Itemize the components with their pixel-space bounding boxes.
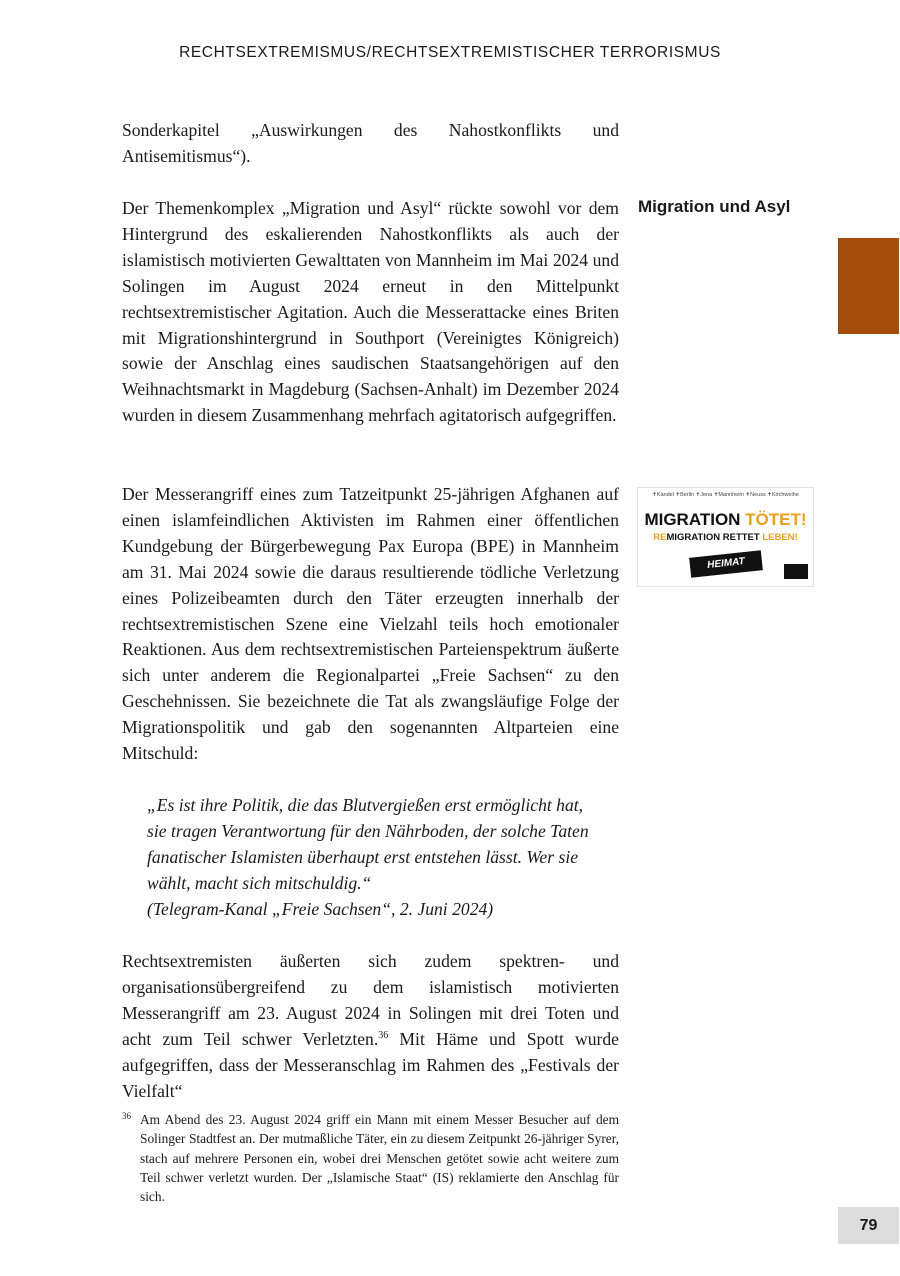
page-number: 79 <box>838 1207 899 1244</box>
paragraph-1: Sonderkapitel „Auswirkungen des Nahostkonflikts und Antisemitismus“). <box>122 120 619 166</box>
quote-line: wählt, macht sich mitschuldig.“ <box>147 872 372 893</box>
quote-line: „Es ist ihre Politik, die das Blutvergießen erst ermöglicht hat, <box>147 795 584 815</box>
margin-heading: Migration und Asyl <box>638 197 791 216</box>
footnote-reference[interactable]: 36 <box>378 1029 389 1041</box>
paragraph-2: Der Themenkomplex „Migration und Asyl“ rückte sowohl vor dem Hintergrund des eskalierenden Nahostkonflikts als auch der islamistisch motivierten Gewalttaten von Mannheim im Mai 2024 und Solingen im August 2024 erneut in den Mittelpunkt rechtsextremistischer Agitation. Auch die Messerattacke eines Briten mit Migrationshintergrund in Southport (Vereinigtes Königreich) sowie der Anschlag eines saudischen Staatsangehörigen auf den Weihnachtsmarkt in Magdeburg (Sachsen-Anhalt) im Dezember 2024 wurden in diesem Zusammenhang mehrfach agitatorisch aufgegriffen. <box>122 198 619 426</box>
running-header: RECHTSEXTREMISMUS/RECHTSEXTREMISTISCHER TERRORISMUS <box>179 44 721 61</box>
footnote-text: Am Abend des 23. August 2024 griff ein Mann mit einem Messer Besucher auf dem Solinger Stadtfest an. Der mutmaßliche Täter, ein zu diesem Zeitpunkt 26-jähriger Syrer, stach auf mehrere Personen ein, wobei drei Menschen getötet sowie acht weitere zum Teil schwer verletzt wurden. Der „Islamische Staat“ (IS) reklamierte den Anschlag für sich. <box>140 1112 619 1205</box>
block-quote <box>147 793 617 923</box>
poster-badge <box>784 564 808 579</box>
quote-source: (Telegram-Kanal „Freie Sachsen“, 2. Juni 2024) <box>147 898 494 919</box>
paragraph-3: Der Messerangriff eines zum Tatzeitpunkt 25-jährigen Afghanen auf einen islamfeindlichen Aktivisten im Rahmen einer öffentlichen Kundgebung der Bürgerbewegung Pax Europa (BPE) in Mannheim am 31. Mai 2024 sowie die daraus resultierende tödliche Verletzung eines Polizeibeamten durch den Täter erzeugten innerhalb der rechtsextremistischen Szene eine Vielzahl teils hoch emotionaler Reaktionen. Aus dem rechtsextremistischen Parteienspektrum äußerte sich unter anderem die Regionalpartei „Freie Sachsen“ zu den Geschehnissen. Sie bezeichnete die Tat als zwangsläufige Folge der Migrationspolitik und gab den sogenannten Altparteien eine Mitschuld: <box>122 484 619 764</box>
body-column-1 <box>122 118 619 170</box>
body-column-3 <box>122 482 619 767</box>
quote-line: sie tragen Verantwortung für den Nährboden, der solche Taten <box>147 820 589 841</box>
quote-line: fanatischer Islamisten überhaupt erst entstehen lässt. Wer sie <box>147 846 579 867</box>
body-column-2 <box>122 196 619 429</box>
body-column-4 <box>122 949 619 1104</box>
poster-image <box>638 488 813 586</box>
paragraph-4-text-a: Rechtsextremisten äußerten sich zudem spektren- und organisationsübergreifend zu dem islamistisch motivierten Messerangriff am 23. August 2024 in Solingen mit drei Toten und acht zum Teil schwer Verletzten. <box>122 951 619 1049</box>
paragraph-4-text-b: Mit Häme und Spott wurde aufgegriffen, dass der Messeranschlag im Rahmen des „Festivals der Vielfalt“ <box>122 1028 619 1101</box>
poster-logo: HEIMAT <box>689 550 763 577</box>
footnote-number: 36 <box>122 1111 131 1121</box>
section-tab <box>838 238 899 334</box>
poster-cities: ✝Kandel ✝Berlin ✝Jena ✝Mannheim ✝Neuss ✝Kirchweihe <box>652 492 799 498</box>
poster-headline: MIGRATION TÖTET! <box>644 510 807 529</box>
paragraph-4 <box>122 949 619 1104</box>
poster-subline: REMIGRATION RETTET LEBEN! <box>653 532 798 543</box>
footnote <box>122 1110 619 1206</box>
